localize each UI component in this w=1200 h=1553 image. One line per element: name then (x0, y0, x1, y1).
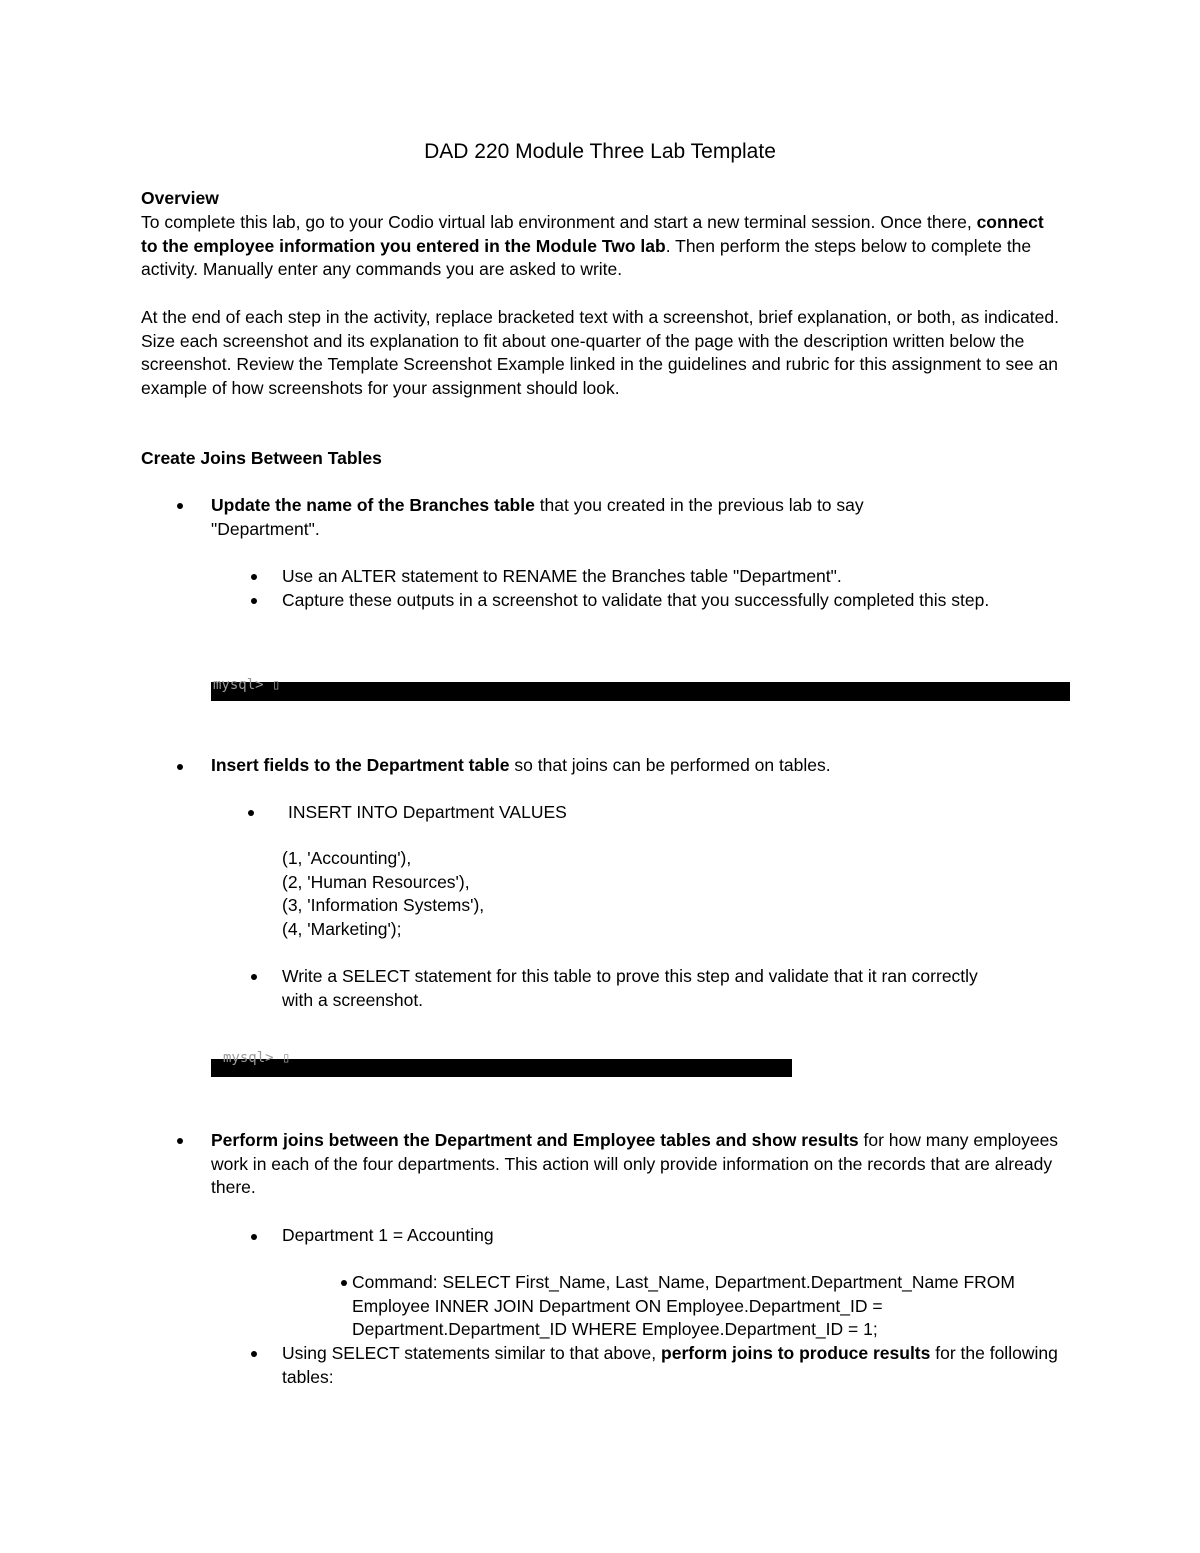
overview-paragraph-1 (141, 211, 1059, 282)
bullet-icon (251, 974, 257, 980)
bullet-icon (177, 503, 183, 509)
step3-sub2-bold: perform joins to produce results (661, 1343, 931, 1363)
screenshot-step2 (211, 1050, 792, 1077)
step2-rest: so that joins can be performed on tables. (509, 755, 831, 775)
bullet-icon (251, 598, 257, 604)
overview-p1-text-b: . Then perform the steps below to complete the activity. Manually enter any commands you are asked to write. (141, 235, 1032, 280)
bullet-icon (341, 1280, 347, 1286)
insert-value-row: (2, 'Human Resources'), (282, 871, 470, 892)
page-title: DAD 220 Module Three Lab Template (424, 140, 776, 163)
bullet-icon (251, 574, 257, 580)
step2-bold: Insert fields to the Department table (211, 755, 510, 775)
bullet-icon (251, 1234, 257, 1240)
step1-sub2: Capture these outputs in a screenshot to validate that you successfully completed this step. (282, 590, 990, 610)
step3-bold: Perform joins between the Department and Employee tables and show results (211, 1130, 859, 1150)
terminal-prompt: mysql> ▯ (223, 1050, 291, 1066)
insert-value-row: (1, 'Accounting'), (282, 848, 412, 868)
insert-values (282, 847, 982, 941)
terminal-prompt: mysql> ▯ (213, 677, 281, 693)
overview-paragraph-2: At the end of each step in the activity, replace bracketed text with a screenshot, brief explanation, or both, as indicated. Size each screenshot and its explanation to fit about one-quarter of the page with the description written below the screenshot. Review the Template Screenshot Example linked in the guidelines and rubric for this assignment to see an example of how screenshots for your assignment should look. (141, 307, 1059, 398)
bullet-icon (177, 1138, 183, 1144)
insert-value-row: (4, 'Marketing'); (282, 918, 402, 939)
step3-sub2 (282, 1342, 1062, 1389)
step3-text (211, 1129, 1061, 1200)
step3-sub1: Department 1 = Accounting (282, 1225, 494, 1245)
overview-p1-bold: connect to the employee information you entered in the Module Two lab (141, 212, 1044, 256)
step3-sub2-text-a: Using SELECT statements similar to that above, (282, 1343, 662, 1363)
step1-bold: Update the name of the Branches table (211, 495, 535, 515)
step2-text (211, 754, 1061, 778)
section-heading: Create Joins Between Tables (141, 448, 382, 468)
insert-statement: INSERT INTO Department VALUES (288, 802, 567, 822)
step2-sub2: Write a SELECT statement for this table to prove this step and validate that it ran correctly with a screenshot. (282, 966, 978, 1010)
insert-value-row: (3, 'Information Systems'), (282, 895, 485, 916)
step1-rest: that you created in the previous lab to say "Department". (211, 495, 864, 539)
overview-heading: Overview (141, 188, 219, 208)
bullet-icon (177, 764, 183, 770)
step1-text (211, 494, 971, 541)
screenshot-step1 (211, 677, 1070, 701)
step3-command: Command: SELECT First_Name, Last_Name, Department.Department_Name FROM Employee INNER JOIN Department ON Employee.Department_ID = Department.Department_ID WHERE Employee.Department_ID = 1; (352, 1272, 1015, 1340)
bullet-icon (248, 810, 254, 816)
overview-p1-text-a: To complete this lab, go to your Codio virtual lab environment and start a new terminal session. Once there, (141, 212, 977, 232)
step3-sub2-text-b: for the following tables: (282, 1343, 1058, 1387)
bullet-icon (251, 1351, 257, 1357)
step3-rest: for how many employees work in each of the four departments. This action will only provide information on the records that are already there. (211, 1130, 1059, 1198)
step1-sub1: Use an ALTER statement to RENAME the Branches table "Department". (282, 566, 842, 586)
